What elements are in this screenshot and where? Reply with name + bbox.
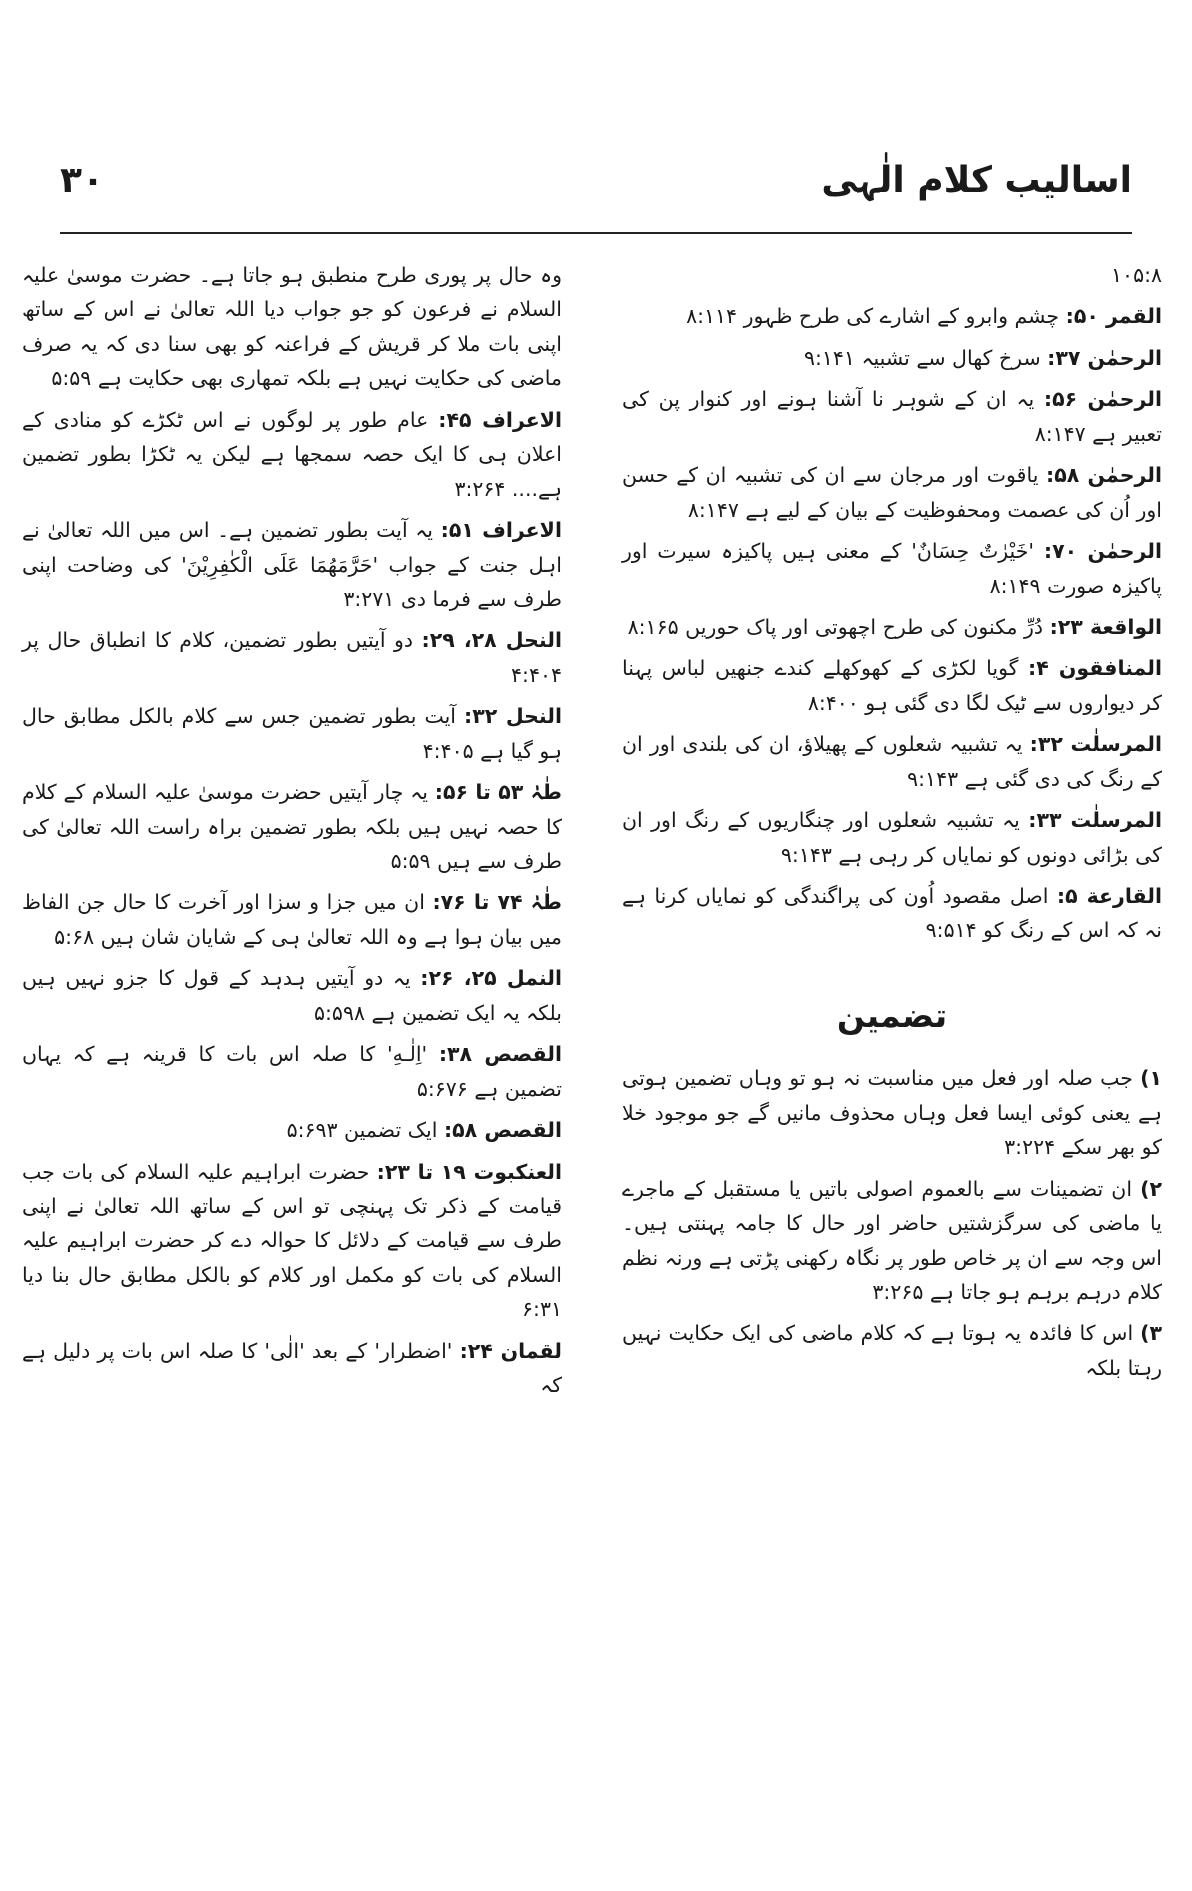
entry-text: دو آیتیں بطور تضمین، کلام کا انطباق حال پر ۴:۴۰۴ <box>22 628 562 687</box>
index-entry <box>22 1113 562 1147</box>
entry-reference: ۳) <box>1140 1321 1162 1346</box>
index-entry <box>622 727 1162 796</box>
entry-text: ایک تضمین ۵:۶۹۳ <box>286 1118 438 1143</box>
section-heading: تضمین <box>836 995 948 1035</box>
entry-reference: ۱) <box>1140 1066 1162 1091</box>
page-header <box>60 160 1132 230</box>
index-entry <box>622 341 1162 375</box>
index-entry <box>622 1316 1162 1385</box>
entry-reference: النحل ۲۸، ۲۹: <box>421 628 562 653</box>
entry-reference: طٰہٰ ۵۳ تا ۵۶: <box>434 780 562 805</box>
index-entry <box>22 258 562 396</box>
entry-reference: الرحمٰن ۵۶: <box>1043 387 1162 412</box>
entry-text: جب صلہ اور فعل میں مناسبت نہ ہو تو وہاں تضمین ہوتی ہے یعنی کوئی ایسا فعل وہاں محذوف مانیں گے جو موجود خلا کو بھر سکے ۳:۲۲۴ <box>622 1066 1162 1160</box>
entry-reference: الاعراف ۴۵: <box>438 407 562 432</box>
entry-reference: ۲) <box>1140 1176 1162 1201</box>
entry-text: 'خَيْرٰتٌ حِسَانٌ' کے معنی ہیں پاکیزہ سیرت اور پاکیزہ صورت ۸:۱۴۹ <box>622 539 1162 598</box>
entry-text: یہ آیت بطور تضمین ہے۔ اس میں اللہ تعالیٰ نے اہل جنت کے جواب 'حَرَّمَهُمَا عَلَى الْكٰفِرِيْنَ' کی وضاحت اپنی طرف سے فرما دی ۳:۲۷۱ <box>22 518 562 611</box>
entry-text: عام طور پر لوگوں نے اس ٹکڑے کو منادی کے اعلان ہی کا ایک حصہ سمجھا ہے لیکن یہ ٹکڑا بطور تضمین ہے.... ۳:۲۶۴ <box>22 407 562 501</box>
entry-reference: الرحمٰن ۳۷: <box>1047 345 1162 370</box>
entry-reference: لقمان ۲۴: <box>459 1338 562 1363</box>
entry-reference: القصص ۵۸: <box>443 1118 562 1143</box>
index-entry <box>622 258 1162 292</box>
entry-reference: طٰہٰ ۷۴ تا ۷۶: <box>432 890 562 915</box>
entry-reference: القمر ۵۰: <box>1065 304 1162 329</box>
entry-reference: الرحمٰن ۷۰: <box>1043 539 1162 564</box>
index-entry <box>622 1172 1162 1310</box>
entry-reference: الواقعة ۲۳: <box>1049 614 1162 639</box>
entry-text: یہ دو آیتیں ہدہد کے قول کا جزو نہیں ہیں بلکہ یہ ایک تضمین ہے ۵:۵۹۸ <box>22 966 562 1025</box>
entry-text: ۱۰۵:۸ <box>1111 263 1162 287</box>
index-entry <box>622 879 1162 948</box>
entry-text: اصل مقصود اُون کی پراگندگی کو نمایاں کرنا ہے نہ کہ اس کے رنگ کو ۹:۵۱۴ <box>622 884 1162 943</box>
entry-text: چشم وابرو کے اشارے کی طرح ظہور ۸:۱۱۴ <box>686 304 1060 329</box>
entry-text: یاقوت اور مرجان سے ان کی تشبیہ ان کے حسن اور اُن کی عصمت ومحفوظیت کے بیان کے لیے ہے ۸:۱۴۷ <box>622 463 1162 522</box>
index-entry <box>622 610 1162 644</box>
entry-text: حضرت ابراہیم علیہ السلام کی بات جب قیامت کے ذکر تک پہنچی تو اس کے ساتھ اللہ تعالیٰ نے اپنی طرف سے قیامت کے دلائل کا حوالہ دے کر حضرت ابراہیم علیہ السلام کی بات کو مکمل اور کلام کو بالکل مطابق حال بنا دیا ۶:۳۱ <box>22 1159 562 1322</box>
entry-reference: القارعة ۵: <box>1056 884 1162 908</box>
index-entry <box>22 623 562 692</box>
right-column <box>622 258 1162 1392</box>
entry-text: وہ حال پر پوری طرح منطبق ہو جاتا ہے۔ حضرت موسیٰ علیہ السلام نے فرعون کو جو جواب دیا اللہ تعالیٰ نے اس کے ساتھ اپنی بات ملا کر قریش کے فراعنہ کو بھی سنا دی کہ یہ صرف ماضی کی حکایت نہیں ہے بلکہ تمھاری بھی حکایت ہے ۵:۵۹ <box>22 263 562 391</box>
book-title: اسالیب کلام الٰہی <box>821 160 1132 201</box>
entry-text: دُرِّ مکنون کی طرح اچھوتی اور پاک حوریں ۸:۱۶۵ <box>627 614 1044 639</box>
entry-text: یہ ان کے شوہر نا آشنا ہونے اور کنوار پن کی تعبیر ہے ۸:۱۴۷ <box>622 387 1162 446</box>
header-rule <box>60 232 1132 234</box>
entry-reference: الرحمٰن ۵۸: <box>1046 463 1162 488</box>
index-entry <box>22 1155 562 1327</box>
index-entry <box>622 1061 1162 1164</box>
left-column <box>22 258 562 1410</box>
entry-reference: المرسلٰت ۳۲: <box>1029 732 1162 757</box>
entry-text: ان تضمینات سے بالعموم اصولی باتیں یا مستقبل کے ماجرے یا ماضی کی سرگزشتیں حاضر اور حال کا جامہ پہنتی ہیں۔ اس وجہ سے ان پر خاص طور پر نگاہ رکھنی پڑتی ہے ورنہ نظم کلام درہم برہم ہو جاتا ہے ۳:۲۶۵ <box>622 1176 1162 1304</box>
entry-reference: العنکبوت ۱۹ تا ۲۳: <box>376 1159 563 1184</box>
entry-text: یہ چار آیتیں حضرت موسیٰ علیہ السلام کے کلام کا حصہ نہیں ہیں بلکہ بطور تضمین براہ راست اللہ تعالیٰ کی طرف سے ہیں ۵:۵۹ <box>22 780 562 873</box>
index-entry <box>22 513 562 616</box>
entry-text: آیت بطور تضمین جس سے کلام بالکل مطابق حال ہو گیا ہے ۴:۴۰۵ <box>22 704 562 763</box>
index-entry <box>622 534 1162 603</box>
entry-text: سرخ کھال سے تشبیہ ۹:۱۴۱ <box>803 345 1041 370</box>
index-entry <box>22 699 562 768</box>
index-entry <box>22 1037 562 1106</box>
index-entry <box>622 803 1162 872</box>
index-entry <box>22 775 562 878</box>
entry-reference: النحل ۳۲: <box>463 704 562 729</box>
index-entry <box>622 458 1162 527</box>
index-entry <box>622 382 1162 451</box>
entry-text: یہ تشبیہ شعلوں اور چنگاریوں کے رنگ اور ان کی بڑائی دونوں کو نمایاں کر رہی ہے ۹:۱۴۳ <box>622 808 1162 867</box>
entry-text: 'اِلٰـهِ' کا صلہ اس بات کا قرینہ ہے کہ یہاں تضمین ہے ۵:۶۷۶ <box>22 1042 562 1101</box>
entry-text: 'اضطرار' کے بعد 'الٰی' کا صلہ اس بات پر دلیل ہے کہ <box>22 1338 562 1398</box>
index-entry <box>22 961 562 1030</box>
page-number: ۳۰ <box>60 160 104 201</box>
entry-reference: المنافقون ۴: <box>1028 656 1162 681</box>
entry-reference: المرسلٰت ۳۳: <box>1028 808 1162 833</box>
index-entry <box>622 651 1162 720</box>
index-entry <box>22 403 562 506</box>
index-entry <box>622 299 1162 333</box>
entry-text: ان میں جزا و سزا اور آخرت کا حال جن الفاظ میں بیان ہوا ہے وہ اللہ تعالیٰ ہی کے شایان شان ہیں ۵:۶۸ <box>22 890 562 949</box>
entry-reference: الاعراف ۵۱: <box>440 518 562 543</box>
entry-text: اس کا فائدہ یہ ہوتا ہے کہ کلام ماضی کی ایک حکایت نہیں رہتا بلکہ <box>622 1321 1162 1380</box>
entry-reference: النمل ۲۵، ۲۶: <box>420 966 562 991</box>
index-entry <box>22 1334 562 1403</box>
entry-reference: القصص ۳۸: <box>438 1042 562 1067</box>
index-entry <box>22 885 562 954</box>
entry-text: یہ تشبیہ شعلوں کے پھیلاؤ، ان کی بلندی اور ان کے رنگ کی دی گئی ہے ۹:۱۴۳ <box>622 732 1162 791</box>
entry-text: گویا لکڑی کے کھوکھلے کندے جنھیں لباس پہنا کر دیواروں سے ٹیک لگا دی گئی ہو ۸:۴۰۰ <box>622 656 1162 715</box>
